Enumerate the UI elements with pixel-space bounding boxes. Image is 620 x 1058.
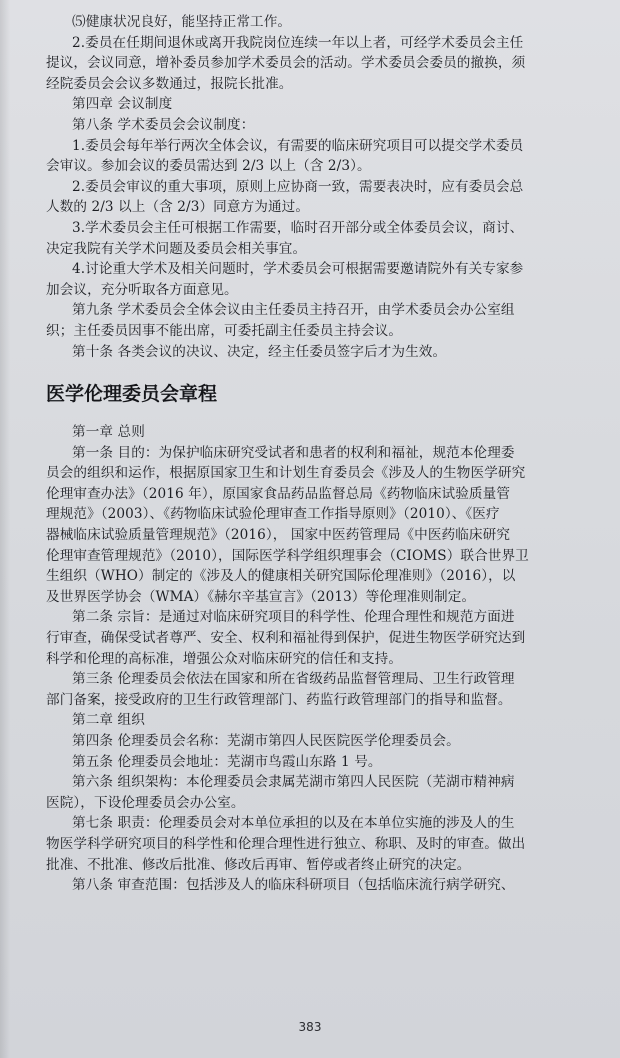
text-line: 第四条 伦理委员会名称：芜湖市第四人民医院医学伦理委员会。 [72, 733, 460, 749]
text-line: 科学和伦理的高标准，增强公众对临床研究的信任和支持。 [46, 650, 403, 667]
text-line: 会审议。参加会议的委员需达到 2/3 以上（含 2/3）。 [46, 158, 371, 175]
text-line: 1.委员会每年举行两次全体会议，有需要的临床研究项目可以提交学术委员 [72, 137, 524, 154]
text-line: 3.学术委员会主任可根据工作需要，临时召开部分或全体委员会议，商讨、 [72, 219, 524, 236]
text-line: 第三条 伦理委员会依法在国家和所在省级药品监督管理局、卫生行政管理 [72, 671, 515, 688]
chapter-heading: 第四章 会议制度 [72, 96, 173, 113]
text-line: 批准、不批准、修改后批准、修改后再审、暂停或者终止研究的决定。 [46, 856, 471, 873]
text-line: 部门备案，接受政府的卫生行政管理部门、药监行政管理部门的指导和监督。 [46, 691, 512, 708]
chapter-heading: 第二章 组织 [72, 712, 145, 729]
text-line: 行审查，确保受试者尊严、安全、权利和福祉得到保护，促进生物医学研究达到 [46, 630, 526, 647]
text-line: 2.委员在任期间退休或离开我院岗位连续一年以上者，可经学术委员会主任 [72, 34, 524, 51]
text-line: 物医学科学研究项目的科学性和伦理合理性进行独立、称职、及时的审查。做出 [46, 835, 526, 852]
text-line: 医院），下设伦理委员会办公室。 [46, 794, 245, 811]
text-line: 人数的 2/3 以上（含 2/3）同意方为通过。 [46, 199, 310, 216]
text-line: 伦理审查办法》（2016 年），原国家食品药品监督总局《药物临床试验质量管 [46, 485, 511, 502]
text-line: 2.委员会审议的重大事项，原则上应协商一致，需要表决时，应有委员会总 [72, 178, 524, 195]
article-heading: 第八条 学术委员会会议制度： [72, 116, 255, 133]
text-line: 第六条 组织架构：本伦理委员会隶属芜湖市第四人民医院（芜湖市精神病 [72, 774, 515, 791]
text-line: 提议，会议同意，增补委员参加学术委员会的活动。学术委员会委员的撤换，须 [46, 55, 526, 72]
text-line: 经院委员会会议多数通过，报院长批准。 [46, 75, 293, 92]
text-line: 员会的组织和运作，根据原国家卫生和计划生育委员会《涉及人的生物医学研究 [46, 465, 526, 482]
text-line: 及世界医学协会（WMA）《赫尔辛基宣言》（2013）等伦理准则制定。 [46, 588, 476, 605]
text-line: 4.讨论重大学术及相关问题时，学术委员会可根据需要邀请院外有关专家参 [72, 261, 524, 278]
text-line: 决定我院有关学术问题及委员会相关事宜。 [46, 240, 307, 257]
text-line: 第一条 目的：为保护临床研究受试者和患者的权利和福祉，规范本伦理委 [72, 444, 515, 461]
text-line: 第五条 伦理委员会地址：芜湖市鸟霞山东路 1 号。 [72, 753, 382, 770]
text-line: 第二条 宗旨：是通过对临床研究项目的科学性、伦理合理性和规范方面进 [72, 609, 515, 626]
text-line: 生组织（WHO）制定的《涉及人的健康相关研究国际伦理准则》（2016），以 [46, 568, 516, 585]
text-line: 织；主任委员因事不能出席，可委托副主任委员主持会议。 [46, 322, 403, 339]
text-line: 伦理审查管理规范》（2010），国际医学科学组织理事会（CIOMS）联合世界卫 [46, 547, 529, 564]
text-line: ⑸健康状况良好，能坚持正常工作。 [72, 14, 292, 30]
text-line: 理规范》（2003）、《药物临床试验伦理审查工作指导原则》（2010）、《医疗 [46, 506, 500, 523]
text-line: 加会议，充分听取各方面意见。 [46, 281, 238, 298]
chapter-heading: 第一章 总则 [72, 424, 145, 441]
page-number: 383 [298, 1020, 322, 1034]
text-line: 器械临床试验质量管理规范》（2016）， 国家中医药管理局《中医药临床研究 [46, 527, 511, 544]
text-line: 第九条 学术委员会全体会议由主任委员主持召开，由学术委员会办公室组 [72, 302, 515, 319]
text-line: 第十条 各类会议的决议、决定，经主任委员签字后才为生效。 [72, 343, 447, 360]
section-title: 医学伦理委员会章程 [46, 383, 218, 406]
text-line: 第七条 职责：伦理委员会对本单位承担的以及在本单位实施的涉及人的生 [72, 815, 515, 832]
page-spine-shadow [0, 0, 10, 1058]
text-line: 第八条 审查范围：包括涉及人的临床科研项目（包括临床流行病学研究、 [72, 877, 515, 894]
